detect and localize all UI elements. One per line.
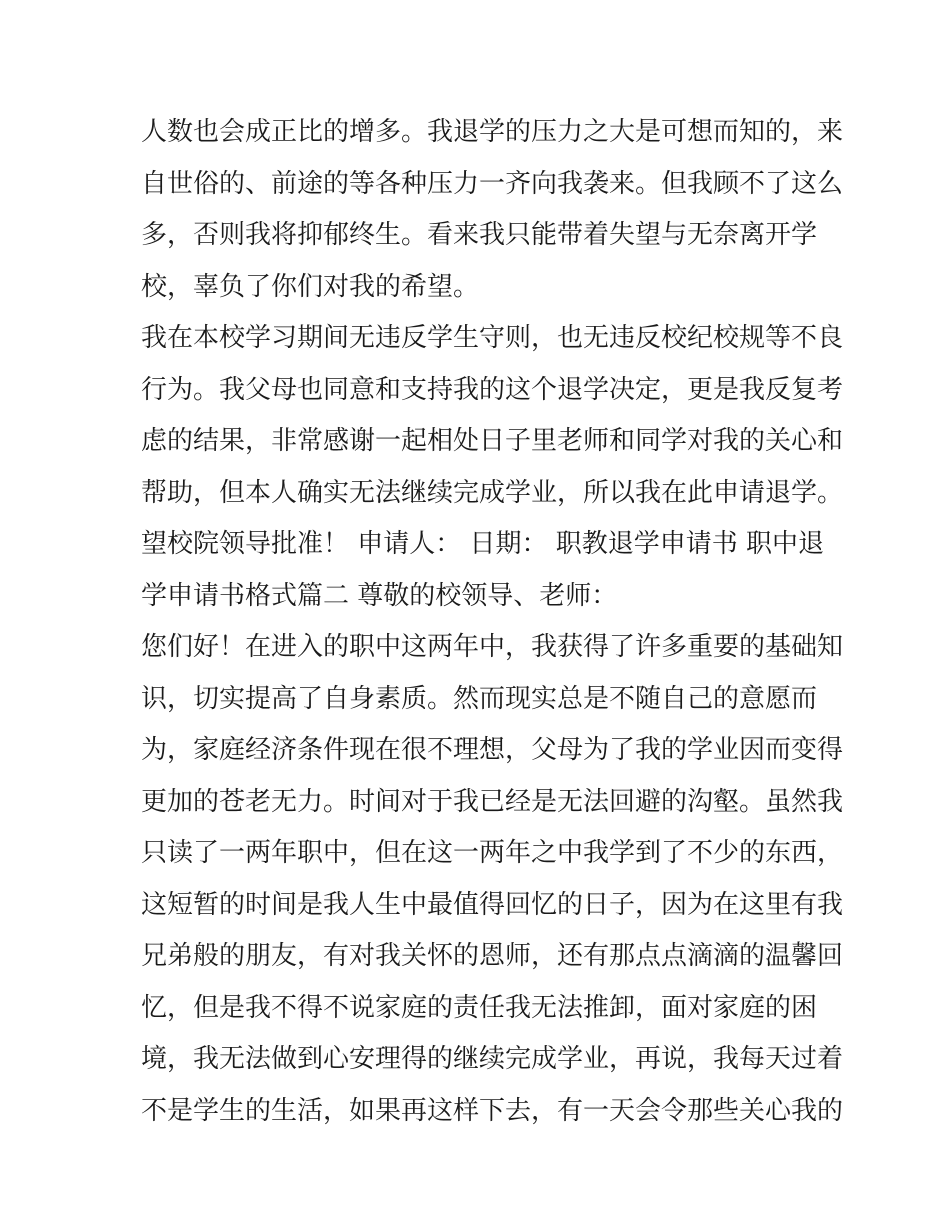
text-line: 虑的结果，非常感谢一起相处日子里老师和同学对我的关心和 [141, 426, 844, 456]
text-line: 只读了一两年职中，但在这一两年之中我学到了不少的东西， [141, 838, 844, 868]
text-line: 忆，但是我不得不说家庭的责任我无法推卸，面对家庭的困 [141, 992, 818, 1023]
text-line: 校，辜负了你们对我的希望。 [141, 271, 480, 302]
text-line: 您们好！在进入的职中这两年中，我获得了许多重要的基础知 [141, 632, 844, 662]
text-line: 自世俗的、前途的等各种压力一齐向我袭来。但我顾不了这么 [141, 168, 844, 199]
text-line: 识，切实提高了自身素质。然而现实总是不随自己的意愿而 [141, 683, 818, 714]
text-line: 人数也会成正比的增多。我退学的压力之大是可想而知的，来 [141, 117, 844, 147]
text-line: 兄弟般的朋友，有对我关怀的恩师，还有那点点滴滴的温馨回 [141, 941, 844, 971]
text-line: 更加的苍老无力。时间对于我已经是无法回避的沟壑。虽然我 [141, 786, 844, 817]
text-line: 为，家庭经济条件现在很不理想，父母为了我的学业因而变得 [141, 735, 844, 765]
text-line: 不是学生的生活，如果再这样下去，有一天会令那些关心我的 [141, 1095, 844, 1126]
text-line: 我在本校学习期间无违反学生守则，也无违反校纪校规等不良 [141, 323, 844, 353]
text-line: 行为。我父母也同意和支持我的这个退学决定，更是我反复考 [141, 374, 844, 405]
text-line: 帮助，但本人确实无法继续完成学业，所以我在此申请退学。 [141, 477, 844, 508]
document-body [141, 107, 844, 1137]
text-line: 学申请书格式篇二 尊敬的校领导、老师： [141, 580, 618, 611]
text-line: 这短暂的时间是我人生中最值得回忆的日子，因为在这里有我 [141, 889, 844, 920]
text-line: 多，否则我将抑郁终生。看来我只能带着失望与无奈离开学 [141, 220, 818, 250]
text-line: 望校院领导批准！ 申请人： 日期： 职教退学申请书 职中退 [141, 529, 825, 559]
text-line: 境，我无法做到心安理得的继续完成学业，再说，我每天过着 [141, 1044, 844, 1074]
